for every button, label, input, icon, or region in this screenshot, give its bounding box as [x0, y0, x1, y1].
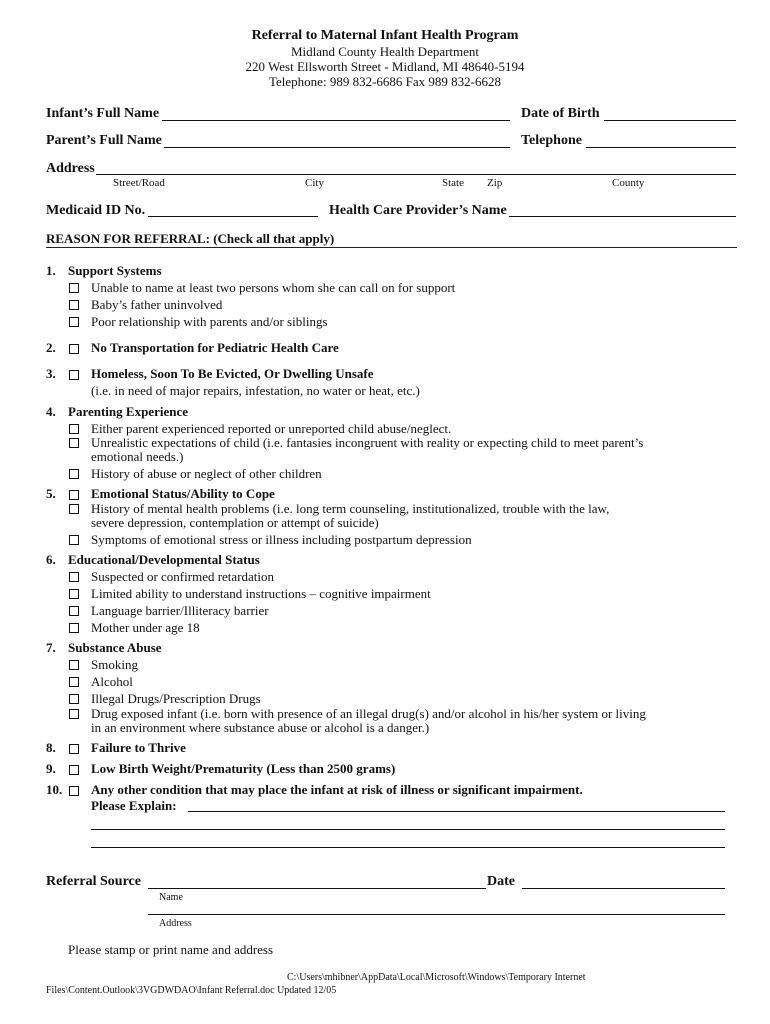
- zip-sublabel: Zip: [487, 177, 503, 189]
- dob-label: Date of Birth: [521, 106, 600, 121]
- checkbox-label: Unable to name at least two persons whom she can call on for support: [91, 280, 456, 295]
- address-sublabel: Address: [159, 918, 192, 929]
- section-title: Emotional Status/Ability to Cope: [91, 486, 275, 501]
- checkbox[interactable]: [69, 504, 79, 514]
- section-title: Any other condition that may place the infant at risk of illness or significant impairment.: [91, 782, 583, 797]
- checkbox-label: Limited ability to understand instructions – cognitive impairment: [91, 586, 431, 601]
- checkbox-label: Symptoms of emotional stress or illness including postpartum depression: [91, 532, 472, 547]
- section-number: 10.: [46, 782, 63, 797]
- infant-name-label: Infant’s Full Name: [46, 106, 160, 121]
- provider-label: Health Care Provider’s Name: [329, 203, 507, 218]
- checkbox[interactable]: [69, 677, 79, 687]
- address-field[interactable]: [96, 174, 736, 175]
- referral-source-name-field[interactable]: [148, 888, 486, 889]
- department-phone: Telephone: 989 832-6686 Fax 989 832-6628: [269, 74, 501, 89]
- section-number: 7.: [46, 640, 56, 655]
- section-number: 1.: [46, 263, 56, 278]
- explain-field-line-2[interactable]: [91, 829, 725, 830]
- state-sublabel: State: [442, 177, 464, 189]
- checkbox[interactable]: [69, 424, 79, 434]
- checkbox-label-continued: emotional needs.): [91, 449, 184, 464]
- section-title: No Transportation for Pediatric Health Care: [91, 340, 339, 355]
- referral-source-label: Referral Source: [46, 874, 141, 889]
- name-sublabel: Name: [159, 892, 183, 903]
- section-title: Low Birth Weight/Prematurity (Less than 2500 grams): [91, 761, 396, 776]
- section-title: Homeless, Soon To Be Evicted, Or Dwelling Unsafe: [91, 366, 374, 381]
- checkbox-label: Mother under age 18: [91, 620, 200, 635]
- file-path-line-1: C:\Users\mhibner\AppData\Local\Microsoft\Windows\Temporary Internet: [287, 972, 586, 983]
- checkbox-label: Illegal Drugs/Prescription Drugs: [91, 691, 261, 706]
- section-number: 9.: [46, 761, 56, 776]
- checkbox-label-continued: severe depression, contemplation or attempt of suicide): [91, 515, 379, 530]
- department-name: Midland County Health Department: [290, 44, 480, 59]
- checkbox[interactable]: [69, 283, 79, 293]
- section-title: Educational/Developmental Status: [68, 552, 260, 567]
- file-path-line-2: Files\Content.Outlook\3VGDWDAO\Infant Referral.doc Updated 12/05: [46, 985, 337, 996]
- checkbox-label: Poor relationship with parents and/or siblings: [91, 314, 328, 329]
- checkbox-label: Language barrier/Illiteracy barrier: [91, 603, 269, 618]
- checkbox[interactable]: [69, 694, 79, 704]
- checkbox-label: Smoking: [91, 657, 138, 672]
- checkbox[interactable]: [69, 709, 79, 719]
- section-number: 6.: [46, 552, 56, 567]
- street-sublabel: Street/Road: [113, 177, 165, 189]
- section-note: (i.e. in need of major repairs, infestation, no water or heat, etc.): [91, 383, 420, 398]
- section-number: 2.: [46, 340, 56, 355]
- section-number: 5.: [46, 486, 56, 501]
- form-title: Referral to Maternal Infant Health Program: [251, 28, 519, 43]
- section-number: 8.: [46, 740, 56, 755]
- city-sublabel: City: [305, 177, 324, 189]
- reason-divider: [46, 247, 737, 248]
- medicaid-label: Medicaid ID No.: [46, 203, 146, 218]
- section-number: 3.: [46, 366, 56, 381]
- section-title: Support Systems: [68, 263, 162, 278]
- referral-date-label: Date: [487, 874, 515, 889]
- checkbox-label: Unrealistic expectations of child (i.e. fantasies incongruent with reality or expecting child to meet parent’s: [91, 435, 644, 450]
- checkbox[interactable]: [69, 438, 79, 448]
- stamp-instruction: Please stamp or print name and address: [68, 942, 274, 957]
- county-sublabel: County: [612, 177, 645, 189]
- checkbox-label: Drug exposed infant (i.e. born with presence of an illegal drug(s) and/or alcohol in his/her system or living: [91, 706, 646, 721]
- checkbox-label: History of mental health problems (i.e. long term counseling, institutionalized, trouble with the law,: [91, 501, 610, 516]
- telephone-field[interactable]: [586, 147, 736, 148]
- checkbox-label-continued: in an environment where substance abuse or alcohol is a danger.): [91, 720, 430, 735]
- checkbox[interactable]: [69, 623, 79, 633]
- checkbox[interactable]: [69, 744, 79, 754]
- referral-source-address-field[interactable]: [148, 914, 725, 915]
- department-address: 220 West Ellsworth Street - Midland, MI 48640-5194: [245, 59, 525, 74]
- checkbox[interactable]: [69, 660, 79, 670]
- provider-field[interactable]: [509, 216, 736, 217]
- section-title: Substance Abuse: [68, 640, 162, 655]
- checkbox[interactable]: [69, 317, 79, 327]
- checkbox[interactable]: [69, 606, 79, 616]
- checkbox[interactable]: [69, 572, 79, 582]
- explain-field-line-1[interactable]: [188, 811, 725, 812]
- explain-label: Please Explain:: [91, 798, 177, 813]
- checkbox-label: Alcohol: [91, 674, 133, 689]
- reason-heading: REASON FOR REFERRAL: (Check all that apply): [46, 231, 335, 246]
- checkbox[interactable]: [69, 344, 79, 354]
- referral-date-field[interactable]: [522, 888, 725, 889]
- checkbox[interactable]: [69, 469, 79, 479]
- checkbox-label: Suspected or confirmed retardation: [91, 569, 275, 584]
- medicaid-field[interactable]: [148, 216, 318, 217]
- explain-field-line-3[interactable]: [91, 847, 725, 848]
- checkbox-label: Either parent experienced reported or unreported child abuse/neglect.: [91, 421, 452, 436]
- parent-name-field[interactable]: [164, 147, 510, 148]
- checkbox[interactable]: [69, 490, 79, 500]
- section-number: 4.: [46, 404, 56, 419]
- section-title: Parenting Experience: [68, 404, 188, 419]
- section-title: Failure to Thrive: [91, 740, 186, 755]
- checkbox[interactable]: [69, 535, 79, 545]
- telephone-label: Telephone: [521, 133, 582, 148]
- checkbox-label: History of abuse or neglect of other children: [91, 466, 322, 481]
- checkbox[interactable]: [69, 786, 79, 796]
- address-label: Address: [46, 161, 95, 176]
- dob-field[interactable]: [604, 120, 736, 121]
- checkbox[interactable]: [69, 765, 79, 775]
- checkbox-label: Baby’s father uninvolved: [91, 297, 223, 312]
- parent-name-label: Parent’s Full Name: [46, 133, 162, 148]
- checkbox[interactable]: [69, 589, 79, 599]
- infant-name-field[interactable]: [162, 120, 510, 121]
- checkbox[interactable]: [69, 370, 79, 380]
- checkbox[interactable]: [69, 300, 79, 310]
